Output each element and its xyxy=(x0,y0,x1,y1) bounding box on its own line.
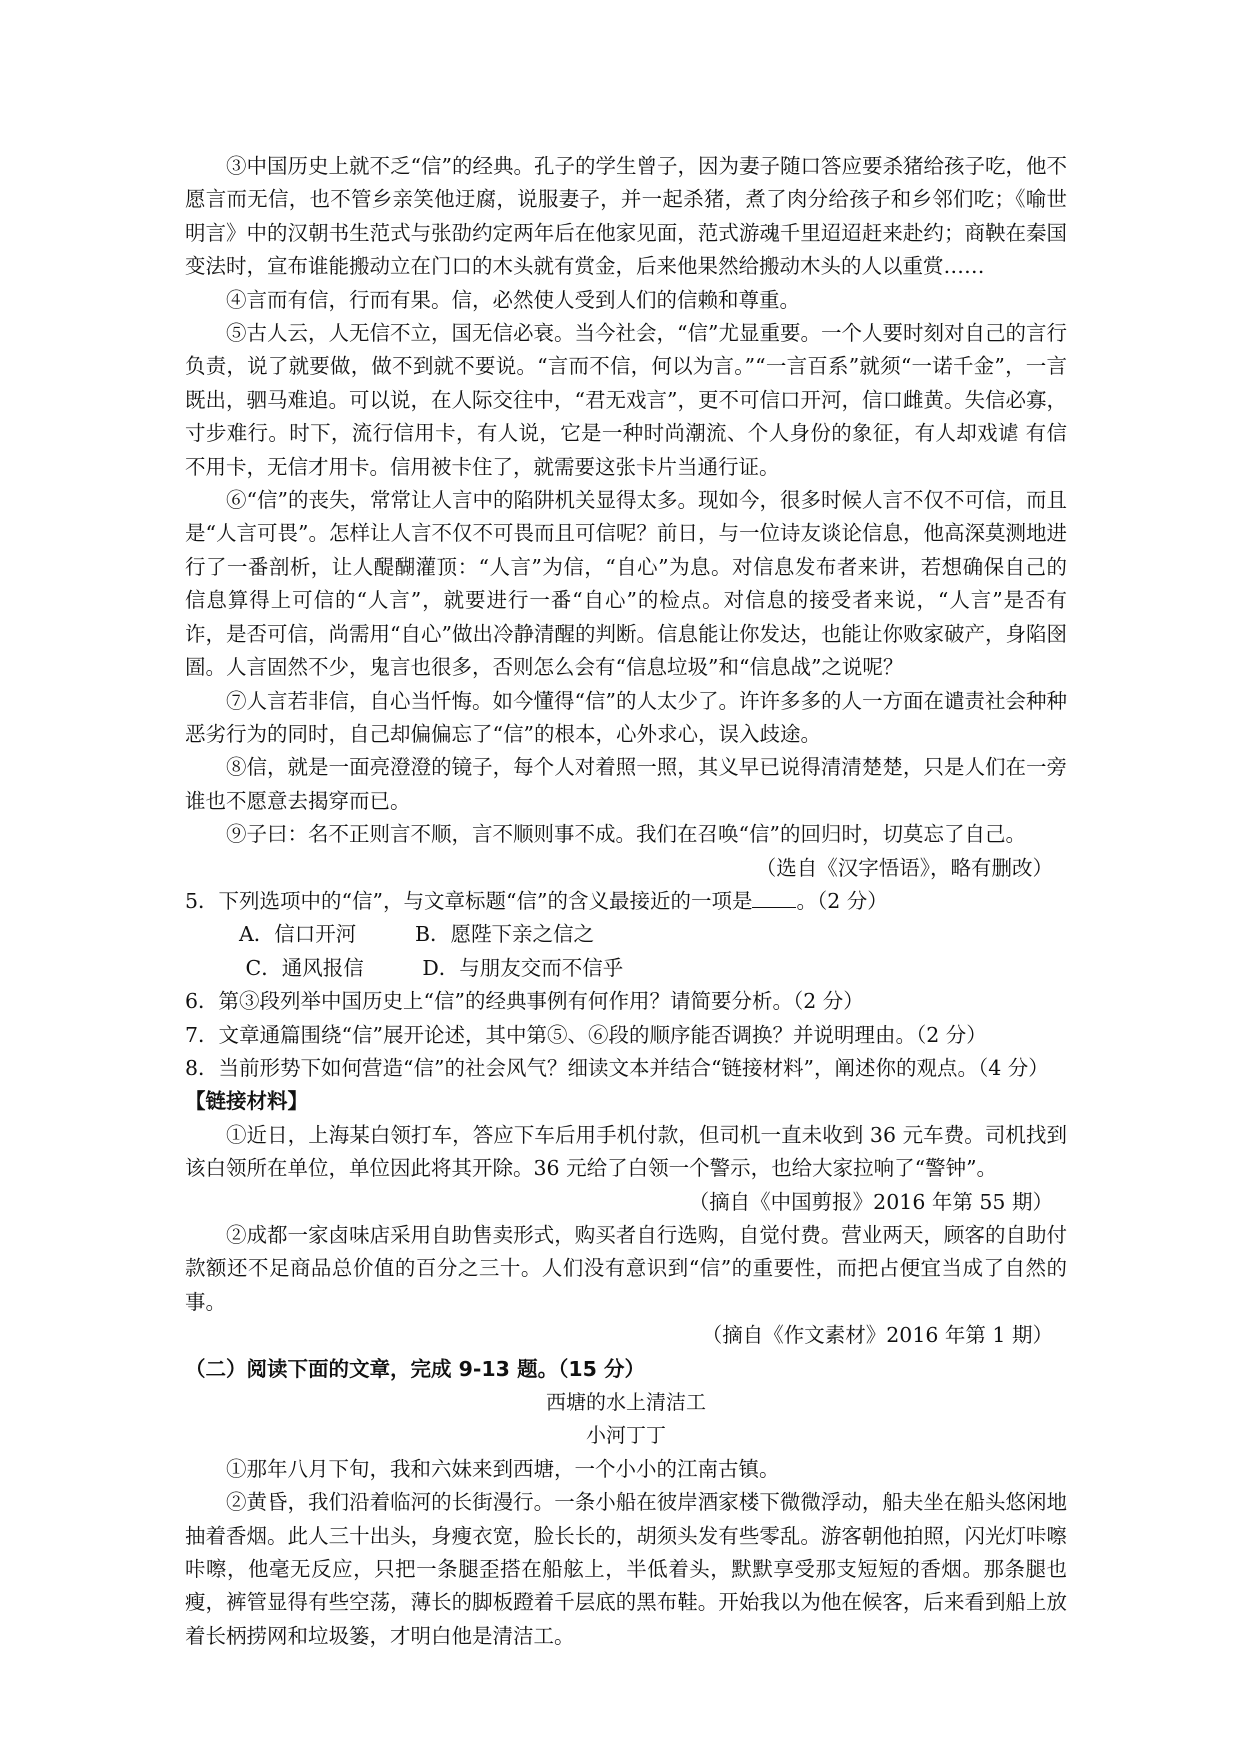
link-material-item-2: ②成都一家卤味店采用自助售卖形式，购买者自行选购，自觉付费。营业两天，顾客的自助付款额还不足商品总价值的百分之三十。人们没有意识到“信”的重要性，而把占便宜当成了自然的事。 xyxy=(185,1223,1067,1314)
link-material-heading: 【链接材料】 xyxy=(185,1089,308,1114)
section2-heading: （二）阅读下面的文章，完成 9-13 题。（15 分） xyxy=(185,1356,645,1381)
article-author: 小河丁丁 xyxy=(586,1423,666,1448)
question-5-text: 5．下列选项中的“信”，与文章标题“信”的含义最接近的一项是 xyxy=(185,888,753,913)
question-5 xyxy=(185,885,1067,918)
exam-page xyxy=(185,150,1067,1653)
passage1-paragraph-5: ⑤古人云，人无信不立，国无信必衰。当今社会，“信”尤显重要。一个人要时刻对自己的言行负责，说了就要做，做不到就不要说。“言而不信，何以为言。”“一言百系”就须“一诺千金”，一言既出，驷马难追。可以说，在人际交往中，“君无戏言”，更不可信口开河，信口雌黄。失信必寡，寸步难行。时下，流行信用卡，有人说，它是一种时尚潮流、个人身份的象征，有人却戏谑 有信不用卡，无信才用卡。信用被卡住了，就需要这张卡片当通行证。 xyxy=(185,321,1067,479)
passage1-source: （选自《汉字悟语》，略有删改） xyxy=(755,855,1053,880)
question-5-score: 。（2 分） xyxy=(796,888,888,913)
article-title: 西塘的水上清洁工 xyxy=(546,1390,706,1415)
answer-blank xyxy=(752,887,796,908)
question-7: 7．文章通篇围绕“信”展开论述，其中第⑤、⑥段的顺序能否调换？并说明理由。（2 分） xyxy=(185,1022,987,1047)
question-5-options-row2: C．通风报信 D．与朋友交而不信乎 xyxy=(239,955,624,980)
article-paragraph-2: ②黄昏，我们沿着临河的长街漫行。一条小船在彼岸酒家楼下微微浮动，船夫坐在船头悠闲地抽着香烟。此人三十出头，身瘦衣宽，脸长长的，胡须头发有些零乱。游客朝他拍照，闪光灯咔嚓咔嚓，他毫无反应，只把一条腿歪搭在船舷上，半低着头，默默享受那支短短的香烟。那条腿也瘦，裤管显得有些空荡，薄长的脚板蹬着千层底的黑布鞋。开始我以为他在候客，后来看到船上放着长柄捞网和垃圾篓，才明白他是清洁工。 xyxy=(185,1490,1067,1648)
passage1-paragraph-4: ④言而有信，行而有果。信，必然使人受到人们的信赖和尊重。 xyxy=(226,287,800,312)
question-5-options-row1: A．信口开河 B．愿陛下亲之信之 xyxy=(239,922,595,947)
question-8: 8．当前形势下如何营造“信”的社会风气？细读文本并结合“链接材料”，阐述你的观点。（4 分） xyxy=(185,1055,1049,1080)
link-material-source-2: （摘自《作文素材》2016 年第 1 期） xyxy=(701,1323,1053,1348)
passage1-paragraph-7: ⑦人言若非信，自心当忏悔。如今懂得“信”的人太少了。许许多多的人一方面在谴责社会种种恶劣行为的同时，自己却偏偏忘了“信”的根本，心外求心，误入歧途。 xyxy=(185,688,1067,746)
link-material-item-1: ①近日，上海某白领打车，答应下车后用手机付款，但司机一直未收到 36 元车费。司机找到该白领所在单位，单位因此将其开除。36 元给了白领一个警示，也给大家拉响了“警钟”。 xyxy=(185,1122,1067,1181)
passage1-paragraph-6: ⑥“信”的丧失，常常让人言中的陷阱机关显得太多。现如今，很多时候人言不仅不可信，而且是“人言可畏”。怎样让人言不仅不可畏而且可信呢？前日，与一位诗友谈论信息，他高深莫测地进行了一番剖析，让人醍醐灌顶：“人言”为信，“自心”为息。对信息发布者来讲，若想确保自己的信息算得上可信的“人言”，就要进行一番“自心”的检点。对信息的接受者来说，“人言”是否有诈，是否可信，尚需用“自心”做出冷静清醒的判断。信息能让你发达，也能让你败家破产，身陷囹圄。人言固然不少，鬼言也很多，否则怎么会有“信息垃圾”和“信息战”之说呢？ xyxy=(185,488,1067,680)
link-material-source-1: （摘自《中国剪报》2016 年第 55 期） xyxy=(688,1189,1053,1214)
question-6: 6．第③段列举中国历史上“信”的经典事例有何作用？请简要分析。（2 分） xyxy=(185,989,864,1014)
passage1-paragraph-3: ③中国历史上就不乏“信”的经典。孔子的学生曾子，因为妻子随口答应要杀猪给孩子吃，他不愿言而无信，也不管乡亲笑他迂腐，说服妻子，并一起杀猪，煮了肉分给孩子和乡邻们吃；《喻世明言》中的汉朝书生范式与张劭约定两年后在他家见面，范式游魂千里迢迢赶来赴约；商鞅在秦国变法时，宣布谁能搬动立在门口的木头就有赏金，后来他果然给搬动木头的人以重赏…… xyxy=(185,154,1067,279)
passage1-paragraph-8: ⑧信，就是一面亮澄澄的镜子，每个人对着照一照，其义早已说得清清楚楚，只是人们在一旁谁也不愿意去揭穿而已。 xyxy=(185,755,1067,813)
passage1-paragraph-9: ⑨子曰：名不正则言不顺，言不顺则事不成。我们在召唤“信”的回归时，切莫忘了自己。 xyxy=(226,822,1026,847)
article-paragraph-1: ①那年八月下旬，我和六妹来到西塘，一个小小的江南古镇。 xyxy=(226,1456,780,1481)
